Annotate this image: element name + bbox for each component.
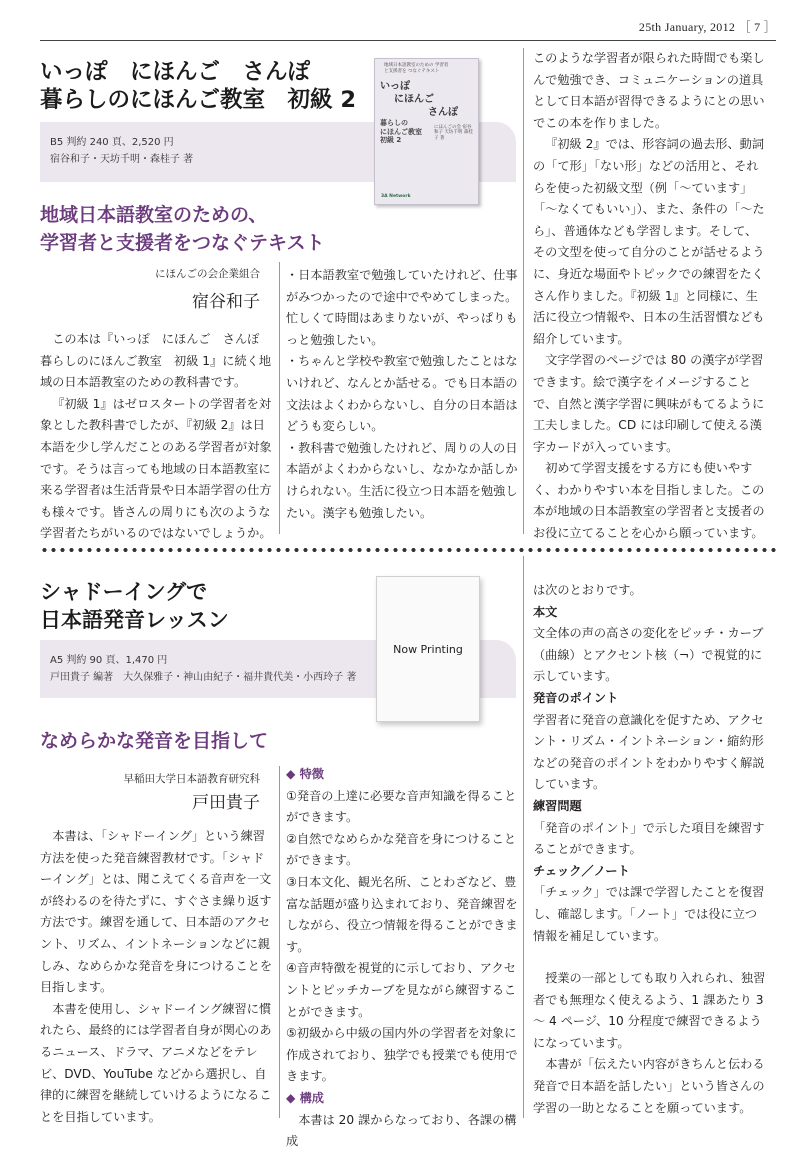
article2-column-3	[533, 580, 769, 1119]
article1-title	[40, 58, 356, 114]
book-cover-ippo-nihongo-sanpo	[374, 58, 479, 205]
feature-item: ①発音の上達に必要な音声知識を得ることができます。	[286, 788, 517, 825]
column-divider	[523, 48, 524, 534]
article1-format-price: B5 判約 240 頁、2,520 円	[50, 137, 174, 148]
paragraph: 本書を使用し、シャドーイング練習に慣れたら、最終的には学習者自身が関心のあるニュース、ドラマ、アニメなどをテレビ、DVD、YouTube などから選択し、自律的に練習を継続していけるようになることを目指しています。	[40, 1001, 272, 1124]
article2-author: 戸田貴子	[192, 793, 260, 813]
paragraph: 初めて学習支援をする方にも使いやすく、わかりやすい本を目指しました。この本が地域の日本語教室の学習者と支援者のお役に立てることを心から願っています。	[533, 461, 765, 541]
paragraph: 文字学習のページでは 80 の漢字が学習できます。絵で漢字をイメージすることで、自然と漢字学習に興味がもてるように工夫しました。CD には印刷して使える漢字カードが入っています。	[533, 353, 765, 454]
section-text: 文全体の声の高さの変化をピッチ・カーブ（曲線）とアクセント核（¬）で視覚的に示しています。	[533, 626, 764, 684]
section-heading: チェック／ノート	[533, 863, 630, 878]
article2-affiliation: 早稲田大学日本語教育研究科	[123, 773, 260, 785]
cover-title-l1: いっぽ	[380, 81, 410, 92]
cover-title-l2: にほんご	[394, 94, 434, 105]
section-text: 「発音のポイント」で示した項目を練習することができます。	[533, 820, 765, 857]
article1-title-line2: 暮らしのにほんご教室 初級 2	[40, 87, 356, 113]
paragraph: ・日本語教室で勉強していたけれど、仕事がみつかったので途中でやめてしまった。忙しくて時間はあまりないが、やっぱりもっと勉強したい。	[286, 268, 518, 347]
paragraph: ・教科書で勉強したけれど、周りの人の日本語がよくわからないし、なかなか話しかけられない。生活に役立つ日本語を勉強したい。漢字も勉強したい。	[286, 440, 518, 520]
article2-column-1	[40, 826, 276, 1128]
article2-title	[40, 578, 229, 634]
cover-tagline: 地域日本語教室のための 学習者と支援者を つなぐテキスト	[384, 63, 449, 74]
cover-subtitle-l2: にほんご教室	[380, 127, 422, 136]
cover-title-l3: さんぽ	[428, 107, 458, 118]
paragraph: 授業の一部としても取り入れられ、独習者でも無理なく使えるよう、1 課あたり 3 ～ 4 ページ、10 分程度で練習できるようになっています。	[533, 971, 766, 1050]
article2-authors: 戸田貴子 編著 大久保雅子・神山由紀子・福井貴代美・小西玲子 著	[50, 672, 357, 683]
column-divider	[279, 262, 280, 534]
section-heading: 発音のポイント	[533, 690, 619, 705]
article1-subtitle	[40, 201, 325, 257]
paragraph: は次のとおりです。	[533, 583, 642, 597]
feature-item: ②自然でなめらかな発音を身につけることができます。	[286, 831, 517, 868]
page-header-date: 25th January, 2012 ［ 7 ］	[638, 20, 776, 34]
article1-column-1	[40, 329, 275, 545]
paragraph: このような学習者が限られた時間でも楽しんで勉強でき、コミュニケーションの道具として日本語が習得できるようにとの思いでこの本を作りました。	[533, 51, 765, 130]
cover-subtitle-l3: 初級 2	[380, 136, 402, 144]
feature-item: ③日本文化、観光名所、ことわざなど、豊富な話題が盛り込まれており、発音練習をしながら、役立つ情報を得ることができます。	[286, 874, 518, 954]
header-rule	[40, 40, 776, 41]
article1-subtitle-line2: 学習者と支援者をつなぐテキスト	[40, 232, 325, 254]
paragraph: この本は『いっぽ にほんご さんぽ 暮らしのにほんご教室 初級 1』に続く地域の日本語教室のための教科書です。	[40, 332, 272, 390]
book-cover-placeholder: Now Printing	[376, 576, 480, 722]
section-heading: 練習問題	[533, 798, 582, 813]
paragraph: 本書は 20 課からなっており、各課の構成	[286, 1112, 517, 1149]
section-separator-dots	[40, 547, 776, 553]
paragraph: 本書が「伝えたい内容がきちんと伝わる発音で日本語を話したい」という皆さんの学習の一助となることを願っています。	[533, 1057, 765, 1115]
section-text: 「チェック」では課で学習したことを復習し、確認します。「ノート」では役に立つ情報を補足しています。	[533, 885, 765, 943]
article2-subtitle: なめらかな発音を目指して	[40, 730, 269, 752]
feature-item: ⑤初級から中級の国内外の学習者を対象に作成されており、独学でも授業でも使用できます。	[286, 1026, 518, 1084]
article1-column-2	[286, 265, 518, 524]
section-text: 学習者に発音の意識化を促すため、アクセント・リズム・イントネーション・縮約形などの発音のポイントをわかりやすく解説しています。	[533, 712, 765, 792]
column-divider	[279, 766, 280, 1118]
cover-authors: にほんごの会 宿谷和子 天坊千明 森桂子 著	[434, 124, 473, 141]
article1-affiliation: にほんごの会企業組合	[155, 268, 260, 280]
article1-author: 宿谷和子	[192, 292, 260, 312]
article2-format-price: A5 判約 90 頁、1,470 円	[50, 655, 168, 666]
paragraph: ・ちゃんと学校や教室で勉強したことはないけれど、なんとか話せる。でも日本語の文法はよくわからないし、自分の日本語はどうも変らしい。	[286, 354, 518, 434]
article2-column-2	[286, 764, 518, 1153]
article2-title-line2: 日本語発音レッスン	[40, 608, 229, 632]
cover-subtitle-l1: 暮らしの	[380, 119, 408, 127]
paragraph: 『初級 2』では、形容詞の過去形、動詞の「て形」「ない形」などの活用と、それらを使った初級文型（例「～ています」「～なくてもいい」）、また、条件の「～たら」、普通体なども学習します。そして、その文型を使って自分のことが話せるように、身近な場面やトピックでの練習をたくさん作りました。『初級 1』と同様に、生活に役立つ情報や、日本の生活習慣なども紹介しています。	[533, 137, 765, 346]
article1-column-3	[533, 48, 769, 545]
structure-heading: ◆ 構成	[286, 1090, 324, 1105]
feature-item: ④音声特徴を視覚的に示しており、アクセントとピッチカーブを見ながら練習することができます。	[286, 961, 517, 1019]
features-heading: ◆ 特徴	[286, 767, 324, 781]
paragraph: 『初級 1』はゼロスタートの学習者を対象とした教科書でしたが、『初級 2』は日本語を少し学んだことのある学習者が対象です。そうは言っても地域の日本語教室に来る学習者は生活背景や日本語学習の仕方も様々です。皆さんの周りにも次のような学習者たちがいるのではないでしょうか。	[40, 396, 272, 541]
article1-title-line1: いっぽ にほんご さんぽ	[40, 59, 311, 85]
cover-publisher-logo: 3A Network	[381, 193, 411, 199]
column-divider	[523, 556, 524, 1118]
section-heading: 本文	[533, 604, 558, 619]
paragraph: 本書は、「シャドーイング」という練習方法を使った発音練習教材です。「シャドーイング」とは、聞こえてくる音声を一文が終わるのを待たずに、すぐさま繰り返す方法です。練習を通して、日本語のアクセント、リズム、イントネーションなどに親しみ、なめらかな発音を身につけることを目指します。	[40, 829, 273, 995]
article1-authors: 宿谷和子・天坊千明・森桂子 著	[50, 154, 194, 165]
article1-subtitle-line1: 地域日本語教室のための、	[40, 204, 268, 226]
article2-title-line1: シャドーイングで	[40, 580, 208, 604]
